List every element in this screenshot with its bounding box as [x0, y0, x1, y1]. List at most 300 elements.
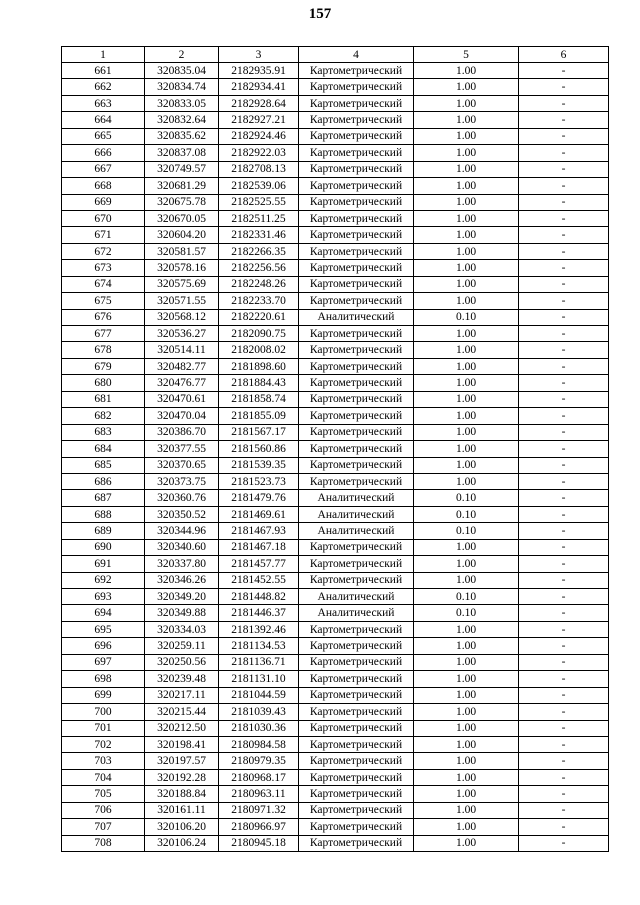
method-cell: Картометрический — [299, 243, 414, 259]
method-cell: Картометрический — [299, 342, 414, 358]
note-cell: - — [519, 326, 609, 342]
accuracy-cell: 1.00 — [414, 687, 519, 703]
table-row — [62, 95, 609, 111]
table-row — [62, 539, 609, 555]
accuracy-cell: 1.00 — [414, 210, 519, 226]
note-cell: - — [519, 638, 609, 654]
x-coordinate-cell: 320259.11 — [145, 638, 219, 654]
note-cell: - — [519, 358, 609, 374]
table-row — [62, 769, 609, 785]
method-cell: Картометрический — [299, 358, 414, 374]
y-coordinate-cell: 2180984.58 — [219, 736, 299, 752]
note-cell: - — [519, 704, 609, 720]
note-cell: - — [519, 605, 609, 621]
accuracy-cell: 0.10 — [414, 605, 519, 621]
accuracy-cell: 1.00 — [414, 654, 519, 670]
note-cell: - — [519, 210, 609, 226]
y-coordinate-cell: 2182934.41 — [219, 79, 299, 95]
point-number-cell: 671 — [62, 227, 145, 243]
method-cell: Картометрический — [299, 556, 414, 572]
point-number-cell: 708 — [62, 835, 145, 851]
y-coordinate-cell: 2182539.06 — [219, 178, 299, 194]
accuracy-cell: 1.00 — [414, 769, 519, 785]
y-coordinate-cell: 2181448.82 — [219, 589, 299, 605]
x-coordinate-cell: 320337.80 — [145, 556, 219, 572]
accuracy-cell: 1.00 — [414, 786, 519, 802]
method-cell: Картометрический — [299, 63, 414, 79]
method-cell: Картометрический — [299, 391, 414, 407]
table-row — [62, 589, 609, 605]
table-row — [62, 194, 609, 210]
accuracy-cell: 1.00 — [414, 835, 519, 851]
header-col-5: 5 — [414, 47, 519, 63]
note-cell: - — [519, 161, 609, 177]
y-coordinate-cell: 2181858.74 — [219, 391, 299, 407]
point-number-cell: 684 — [62, 441, 145, 457]
note-cell: - — [519, 145, 609, 161]
y-coordinate-cell: 2181898.60 — [219, 358, 299, 374]
method-cell: Картометрический — [299, 802, 414, 818]
method-cell: Картометрический — [299, 753, 414, 769]
point-number-cell: 689 — [62, 523, 145, 539]
y-coordinate-cell: 2181457.77 — [219, 556, 299, 572]
table-header-row — [62, 47, 609, 63]
x-coordinate-cell: 320833.05 — [145, 95, 219, 111]
note-cell: - — [519, 654, 609, 670]
y-coordinate-cell: 2181452.55 — [219, 572, 299, 588]
point-number-cell: 681 — [62, 391, 145, 407]
accuracy-cell: 1.00 — [414, 194, 519, 210]
note-cell: - — [519, 473, 609, 489]
point-number-cell: 672 — [62, 243, 145, 259]
point-number-cell: 662 — [62, 79, 145, 95]
note-cell: - — [519, 293, 609, 309]
accuracy-cell: 0.10 — [414, 490, 519, 506]
note-cell: - — [519, 621, 609, 637]
table-row — [62, 391, 609, 407]
x-coordinate-cell: 320346.26 — [145, 572, 219, 588]
y-coordinate-cell: 2181446.37 — [219, 605, 299, 621]
point-number-cell: 692 — [62, 572, 145, 588]
note-cell: - — [519, 589, 609, 605]
point-number-cell: 693 — [62, 589, 145, 605]
table-row — [62, 687, 609, 703]
y-coordinate-cell: 2182511.25 — [219, 210, 299, 226]
accuracy-cell: 1.00 — [414, 671, 519, 687]
accuracy-cell: 1.00 — [414, 556, 519, 572]
method-cell: Картометрический — [299, 227, 414, 243]
note-cell: - — [519, 391, 609, 407]
x-coordinate-cell: 320476.77 — [145, 375, 219, 391]
x-coordinate-cell: 320334.03 — [145, 621, 219, 637]
method-cell: Картометрический — [299, 720, 414, 736]
accuracy-cell: 1.00 — [414, 441, 519, 457]
table-row — [62, 408, 609, 424]
y-coordinate-cell: 2182935.91 — [219, 63, 299, 79]
x-coordinate-cell: 320832.64 — [145, 112, 219, 128]
y-coordinate-cell: 2182927.21 — [219, 112, 299, 128]
note-cell: - — [519, 375, 609, 391]
note-cell: - — [519, 819, 609, 835]
x-coordinate-cell: 320349.88 — [145, 605, 219, 621]
note-cell: - — [519, 572, 609, 588]
method-cell: Картометрический — [299, 424, 414, 440]
table-row — [62, 556, 609, 572]
note-cell: - — [519, 227, 609, 243]
y-coordinate-cell: 2181131.10 — [219, 671, 299, 687]
y-coordinate-cell: 2182233.70 — [219, 293, 299, 309]
point-number-cell: 688 — [62, 506, 145, 522]
accuracy-cell: 1.00 — [414, 145, 519, 161]
x-coordinate-cell: 320360.76 — [145, 490, 219, 506]
accuracy-cell: 1.00 — [414, 95, 519, 111]
table-row — [62, 835, 609, 851]
y-coordinate-cell: 2181567.17 — [219, 424, 299, 440]
accuracy-cell: 1.00 — [414, 326, 519, 342]
note-cell: - — [519, 112, 609, 128]
point-number-cell: 668 — [62, 178, 145, 194]
x-coordinate-cell: 320370.65 — [145, 457, 219, 473]
point-number-cell: 707 — [62, 819, 145, 835]
method-cell: Картометрический — [299, 128, 414, 144]
note-cell: - — [519, 539, 609, 555]
header-col-3: 3 — [219, 47, 299, 63]
method-cell: Аналитический — [299, 605, 414, 621]
x-coordinate-cell: 320344.96 — [145, 523, 219, 539]
point-number-cell: 666 — [62, 145, 145, 161]
note-cell: - — [519, 523, 609, 539]
point-number-cell: 706 — [62, 802, 145, 818]
point-number-cell: 695 — [62, 621, 145, 637]
table-row — [62, 671, 609, 687]
method-cell: Картометрический — [299, 112, 414, 128]
table-row — [62, 753, 609, 769]
point-number-cell: 661 — [62, 63, 145, 79]
note-cell: - — [519, 276, 609, 292]
note-cell: - — [519, 408, 609, 424]
x-coordinate-cell: 320212.50 — [145, 720, 219, 736]
table-row — [62, 260, 609, 276]
method-cell: Картометрический — [299, 736, 414, 752]
y-coordinate-cell: 2182928.64 — [219, 95, 299, 111]
y-coordinate-cell: 2181469.61 — [219, 506, 299, 522]
note-cell: - — [519, 178, 609, 194]
table-body — [62, 63, 609, 852]
x-coordinate-cell: 320217.11 — [145, 687, 219, 703]
y-coordinate-cell: 2182924.46 — [219, 128, 299, 144]
accuracy-cell: 1.00 — [414, 358, 519, 374]
method-cell: Картометрический — [299, 408, 414, 424]
accuracy-cell: 1.00 — [414, 178, 519, 194]
x-coordinate-cell: 320215.44 — [145, 704, 219, 720]
accuracy-cell: 1.00 — [414, 473, 519, 489]
method-cell: Картометрический — [299, 79, 414, 95]
accuracy-cell: 1.00 — [414, 161, 519, 177]
point-number-cell: 663 — [62, 95, 145, 111]
table-row — [62, 145, 609, 161]
header-col-1: 1 — [62, 47, 145, 63]
table-row — [62, 704, 609, 720]
x-coordinate-cell: 320670.05 — [145, 210, 219, 226]
x-coordinate-cell: 320834.74 — [145, 79, 219, 95]
method-cell: Картометрический — [299, 704, 414, 720]
method-cell: Картометрический — [299, 326, 414, 342]
x-coordinate-cell: 320340.60 — [145, 539, 219, 555]
accuracy-cell: 0.10 — [414, 523, 519, 539]
x-coordinate-cell: 320536.27 — [145, 326, 219, 342]
table-row — [62, 802, 609, 818]
table-row — [62, 473, 609, 489]
table-row — [62, 375, 609, 391]
y-coordinate-cell: 2181392.46 — [219, 621, 299, 637]
table-row — [62, 441, 609, 457]
accuracy-cell: 1.00 — [414, 819, 519, 835]
point-number-cell: 699 — [62, 687, 145, 703]
method-cell: Картометрический — [299, 95, 414, 111]
accuracy-cell: 1.00 — [414, 621, 519, 637]
table-row — [62, 128, 609, 144]
table-row — [62, 79, 609, 95]
x-coordinate-cell: 320106.24 — [145, 835, 219, 851]
note-cell: - — [519, 506, 609, 522]
x-coordinate-cell: 320188.84 — [145, 786, 219, 802]
method-cell: Аналитический — [299, 589, 414, 605]
accuracy-cell: 1.00 — [414, 342, 519, 358]
accuracy-cell: 1.00 — [414, 79, 519, 95]
method-cell: Картометрический — [299, 819, 414, 835]
accuracy-cell: 0.10 — [414, 589, 519, 605]
method-cell: Картометрический — [299, 473, 414, 489]
y-coordinate-cell: 2182256.56 — [219, 260, 299, 276]
point-number-cell: 696 — [62, 638, 145, 654]
note-cell: - — [519, 671, 609, 687]
method-cell: Картометрический — [299, 572, 414, 588]
method-cell: Аналитический — [299, 506, 414, 522]
note-cell: - — [519, 441, 609, 457]
accuracy-cell: 1.00 — [414, 753, 519, 769]
table-row — [62, 178, 609, 194]
method-cell: Картометрический — [299, 654, 414, 670]
note-cell: - — [519, 128, 609, 144]
x-coordinate-cell: 320675.78 — [145, 194, 219, 210]
x-coordinate-cell: 320377.55 — [145, 441, 219, 457]
point-number-cell: 664 — [62, 112, 145, 128]
x-coordinate-cell: 320198.41 — [145, 736, 219, 752]
method-cell: Картометрический — [299, 671, 414, 687]
accuracy-cell: 1.00 — [414, 260, 519, 276]
table-row — [62, 276, 609, 292]
table-row — [62, 523, 609, 539]
header-col-6: 6 — [519, 47, 609, 63]
note-cell: - — [519, 309, 609, 325]
accuracy-cell: 1.00 — [414, 704, 519, 720]
point-number-cell: 679 — [62, 358, 145, 374]
point-number-cell: 687 — [62, 490, 145, 506]
point-number-cell: 683 — [62, 424, 145, 440]
note-cell: - — [519, 753, 609, 769]
header-col-2: 2 — [145, 47, 219, 63]
x-coordinate-cell: 320581.57 — [145, 243, 219, 259]
point-number-cell: 680 — [62, 375, 145, 391]
table-row — [62, 786, 609, 802]
y-coordinate-cell: 2181539.35 — [219, 457, 299, 473]
accuracy-cell: 1.00 — [414, 276, 519, 292]
point-number-cell: 670 — [62, 210, 145, 226]
point-number-cell: 694 — [62, 605, 145, 621]
accuracy-cell: 1.00 — [414, 539, 519, 555]
method-cell: Картометрический — [299, 769, 414, 785]
note-cell: - — [519, 260, 609, 276]
table-row — [62, 326, 609, 342]
table-row — [62, 736, 609, 752]
note-cell: - — [519, 736, 609, 752]
x-coordinate-cell: 320192.28 — [145, 769, 219, 785]
point-number-cell: 705 — [62, 786, 145, 802]
point-number-cell: 669 — [62, 194, 145, 210]
table-row — [62, 227, 609, 243]
point-number-cell: 674 — [62, 276, 145, 292]
y-coordinate-cell: 2181479.76 — [219, 490, 299, 506]
y-coordinate-cell: 2181855.09 — [219, 408, 299, 424]
x-coordinate-cell: 320106.20 — [145, 819, 219, 835]
y-coordinate-cell: 2182090.75 — [219, 326, 299, 342]
y-coordinate-cell: 2182708.13 — [219, 161, 299, 177]
x-coordinate-cell: 320161.11 — [145, 802, 219, 818]
method-cell: Картометрический — [299, 539, 414, 555]
table-row — [62, 506, 609, 522]
x-coordinate-cell: 320250.56 — [145, 654, 219, 670]
note-cell: - — [519, 687, 609, 703]
coordinates-table — [61, 46, 609, 852]
x-coordinate-cell: 320575.69 — [145, 276, 219, 292]
y-coordinate-cell: 2181044.59 — [219, 687, 299, 703]
x-coordinate-cell: 320681.29 — [145, 178, 219, 194]
x-coordinate-cell: 320578.16 — [145, 260, 219, 276]
table-row — [62, 572, 609, 588]
point-number-cell: 690 — [62, 539, 145, 555]
point-number-cell: 703 — [62, 753, 145, 769]
header-col-4: 4 — [299, 47, 414, 63]
method-cell: Картометрический — [299, 375, 414, 391]
note-cell: - — [519, 243, 609, 259]
table-row — [62, 358, 609, 374]
method-cell: Аналитический — [299, 490, 414, 506]
table-row — [62, 490, 609, 506]
accuracy-cell: 1.00 — [414, 638, 519, 654]
note-cell: - — [519, 802, 609, 818]
table-row — [62, 342, 609, 358]
note-cell: - — [519, 556, 609, 572]
note-cell: - — [519, 786, 609, 802]
note-cell: - — [519, 79, 609, 95]
y-coordinate-cell: 2181030.36 — [219, 720, 299, 736]
accuracy-cell: 1.00 — [414, 227, 519, 243]
method-cell: Картометрический — [299, 621, 414, 637]
table-row — [62, 63, 609, 79]
table-row — [62, 720, 609, 736]
y-coordinate-cell: 2180945.18 — [219, 835, 299, 851]
point-number-cell: 704 — [62, 769, 145, 785]
method-cell: Аналитический — [299, 309, 414, 325]
x-coordinate-cell: 320835.62 — [145, 128, 219, 144]
table-row — [62, 457, 609, 473]
x-coordinate-cell: 320350.52 — [145, 506, 219, 522]
note-cell: - — [519, 457, 609, 473]
point-number-cell: 677 — [62, 326, 145, 342]
point-number-cell: 701 — [62, 720, 145, 736]
point-number-cell: 682 — [62, 408, 145, 424]
note-cell: - — [519, 835, 609, 851]
accuracy-cell: 1.00 — [414, 572, 519, 588]
table-row — [62, 638, 609, 654]
y-coordinate-cell: 2181523.73 — [219, 473, 299, 489]
accuracy-cell: 1.00 — [414, 802, 519, 818]
y-coordinate-cell: 2180966.97 — [219, 819, 299, 835]
x-coordinate-cell: 320514.11 — [145, 342, 219, 358]
method-cell: Картометрический — [299, 457, 414, 473]
table-row — [62, 112, 609, 128]
y-coordinate-cell: 2181467.93 — [219, 523, 299, 539]
method-cell: Картометрический — [299, 260, 414, 276]
y-coordinate-cell: 2181560.86 — [219, 441, 299, 457]
x-coordinate-cell: 320386.70 — [145, 424, 219, 440]
accuracy-cell: 1.00 — [414, 391, 519, 407]
point-number-cell: 678 — [62, 342, 145, 358]
x-coordinate-cell: 320749.57 — [145, 161, 219, 177]
y-coordinate-cell: 2180971.32 — [219, 802, 299, 818]
y-coordinate-cell: 2181884.43 — [219, 375, 299, 391]
table-row — [62, 309, 609, 325]
method-cell: Картометрический — [299, 178, 414, 194]
point-number-cell: 667 — [62, 161, 145, 177]
method-cell: Картометрический — [299, 835, 414, 851]
point-number-cell: 673 — [62, 260, 145, 276]
note-cell: - — [519, 95, 609, 111]
point-number-cell: 700 — [62, 704, 145, 720]
table-row — [62, 243, 609, 259]
y-coordinate-cell: 2182248.26 — [219, 276, 299, 292]
point-number-cell: 697 — [62, 654, 145, 670]
accuracy-cell: 1.00 — [414, 736, 519, 752]
x-coordinate-cell: 320835.04 — [145, 63, 219, 79]
x-coordinate-cell: 320239.48 — [145, 671, 219, 687]
accuracy-cell: 1.00 — [414, 63, 519, 79]
table-row — [62, 605, 609, 621]
note-cell: - — [519, 769, 609, 785]
point-number-cell: 685 — [62, 457, 145, 473]
method-cell: Картометрический — [299, 145, 414, 161]
y-coordinate-cell: 2181134.53 — [219, 638, 299, 654]
table-row — [62, 621, 609, 637]
x-coordinate-cell: 320482.77 — [145, 358, 219, 374]
x-coordinate-cell: 320571.55 — [145, 293, 219, 309]
accuracy-cell: 1.00 — [414, 112, 519, 128]
table-row — [62, 819, 609, 835]
y-coordinate-cell: 2182008.02 — [219, 342, 299, 358]
note-cell: - — [519, 342, 609, 358]
point-number-cell: 702 — [62, 736, 145, 752]
y-coordinate-cell: 2180963.11 — [219, 786, 299, 802]
note-cell: - — [519, 720, 609, 736]
note-cell: - — [519, 424, 609, 440]
point-number-cell: 665 — [62, 128, 145, 144]
method-cell: Картометрический — [299, 786, 414, 802]
method-cell: Картометрический — [299, 687, 414, 703]
x-coordinate-cell: 320604.20 — [145, 227, 219, 243]
table-row — [62, 424, 609, 440]
method-cell: Картометрический — [299, 210, 414, 226]
accuracy-cell: 1.00 — [414, 720, 519, 736]
